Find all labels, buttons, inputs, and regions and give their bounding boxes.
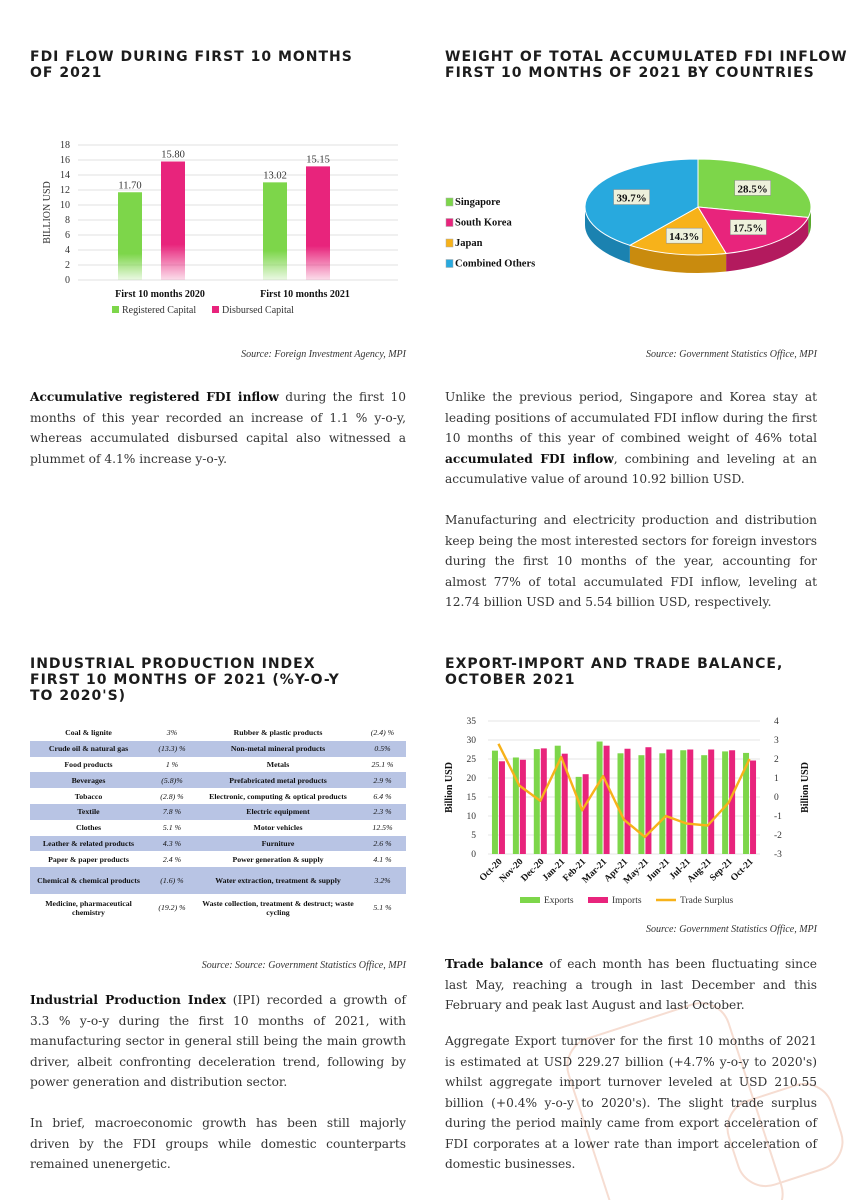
ipi-table-row	[30, 867, 406, 894]
bar-exports	[659, 753, 665, 854]
x-category-label: Sep-21	[708, 857, 735, 884]
ipi-sector-value: 5.1 %	[373, 903, 392, 913]
legend-label: Disbursed Capital	[222, 305, 294, 316]
ipi-table-row	[30, 772, 406, 788]
fdi-weight-pie-chart	[440, 145, 820, 295]
ipi-table-row	[30, 851, 406, 867]
y2-tick-label: -1	[774, 812, 782, 822]
ipi-sector-name: Water extraction, treatment & supply	[197, 867, 359, 894]
ipi-sector-name: Coal & lignite	[65, 728, 112, 738]
ipi-sector-name: Electric equipment	[197, 804, 359, 820]
ipi-title	[30, 656, 410, 704]
ipi-sector-name: Leather & related products	[30, 836, 147, 852]
trade-paragraph-1-bold: Trade balance	[445, 957, 544, 971]
fdi-weight-title	[445, 49, 848, 81]
y-tick-label: 12	[60, 185, 70, 196]
x-category-label: Apr-21	[602, 857, 631, 885]
ipi-source: Source: Source: Government Statistics Office, MPI	[201, 960, 406, 971]
bar-disbursed	[161, 162, 185, 281]
x-category-label: Aug-21	[685, 857, 714, 886]
ipi-sector-name: Food products	[64, 759, 113, 769]
ipi-sector-value: 2.6 %	[359, 836, 406, 852]
data-label: 15.80	[161, 149, 185, 161]
fdi-weight-paragraph-1	[445, 387, 817, 490]
bar-imports	[541, 748, 547, 854]
x-category-label: Oct-21	[729, 857, 756, 884]
legend-label: Exports	[544, 896, 574, 906]
y-axis-label: BILLION USD	[42, 181, 53, 244]
ipi-title-line2: FIRST 10 MONTHS OF 2021 (%Y-O-Y	[30, 672, 340, 688]
x-category-label: Dec-20	[519, 857, 547, 884]
x-category-label: Mar-21	[580, 857, 610, 886]
ipi-sector-name: Crude oil & natural gas	[30, 741, 147, 757]
ipi-sector-name: Electronic, computing & optical products	[209, 791, 347, 801]
trade-source: Source: Government Statistics Office, MPI	[646, 924, 817, 935]
ipi-paragraph-1	[30, 990, 406, 1093]
ipi-table	[30, 725, 406, 921]
ipi-table-row	[30, 741, 406, 757]
legend-label: Imports	[612, 896, 642, 906]
y-axis-label: Billion USD	[444, 762, 455, 813]
ipi-sector-name: Metals	[266, 759, 290, 769]
trade-title	[445, 656, 848, 688]
ipi-sector-value: 4.3 %	[147, 836, 197, 852]
fdi-weight-title-line2: FIRST 10 MONTHS OF 2021 BY COUNTRIES	[445, 65, 815, 81]
bar-exports	[576, 777, 582, 854]
ipi-sector-name: Textile	[30, 804, 147, 820]
ipi-table-row	[30, 820, 406, 836]
y2-tick-label: 0	[774, 793, 779, 803]
ipi-sector-name: Motor vehicles	[253, 823, 303, 833]
ipi-table-row	[30, 836, 406, 852]
trade-paragraph-2: Aggregate Export turnover for the first 10 months of 2021 is estimated at USD 229.27 billion (+4.7% y-o-y to 2020's) whilst aggregate import turnover leveled at USD 210.55 billion (+0.4% y-o-y to 2020's). The slight trade surplus during the period mainly came from export acceleration of FDI corporates at a lower rate than import acceleration of domestic businesses.	[445, 1034, 817, 1171]
y-tick-label: 15	[466, 793, 476, 803]
ipi-table-row	[30, 725, 406, 741]
y-tick-label: 18	[60, 140, 70, 151]
ipi-title-line3: TO 2020'S)	[30, 688, 127, 704]
bar-exports	[492, 751, 498, 854]
y-tick-label: 10	[466, 812, 476, 822]
data-label: 11.70	[118, 180, 142, 192]
bar-imports	[625, 749, 631, 854]
legend-label: South Korea	[455, 217, 512, 229]
bar-imports	[604, 746, 610, 854]
x-category-label: May-21	[621, 857, 652, 887]
y2-tick-label: -2	[774, 831, 782, 841]
x-category-label: Jul-21	[667, 857, 693, 883]
fdi-weight-paragraph-1-text-a: Unlike the previous period, Singapore and Korea stay at leading positions of accumulated FDI inflow during the first 10 months of this year of combined weight of 46% total	[445, 390, 817, 445]
legend-swatch	[212, 306, 219, 313]
ipi-sector-name: Medicine, pharmaceutical chemistry	[45, 898, 132, 917]
legend-swatch	[446, 219, 453, 227]
y-tick-label: 5	[471, 831, 476, 841]
fdi-weight-paragraph-2: Manufacturing and electricity production and distribution keep being the most interested sectors for foreign investors during the first 10 months of the year, accounting for almost 77% of total accumulated FDI inflow, leveling at 12.74 billion USD and 5.54 billion USD, respectively.	[445, 513, 817, 609]
legend-swatch	[446, 198, 453, 206]
legend-label: Combined Others	[455, 258, 536, 270]
bar-exports	[618, 753, 624, 854]
x-category-label: First 10 months 2021	[260, 289, 350, 300]
bar-exports	[701, 755, 707, 854]
bar-imports	[750, 761, 756, 854]
trade-paragraph-1-text: of each month has been fluctuating since last May, reaching a trough in last December and this February and peak last August and last October.	[445, 957, 817, 1012]
y-tick-label: 16	[60, 155, 70, 166]
bar-imports	[583, 774, 589, 854]
x-category-label: Jun-21	[645, 857, 672, 884]
ipi-sector-name: Chemical & chemical products	[30, 867, 147, 894]
pie-data-label: 28.5%	[737, 183, 768, 196]
bar-disbursed	[306, 166, 330, 280]
bar-imports	[687, 750, 693, 855]
ipi-paragraph-2: In brief, macroeconomic growth has been still majorly driven by the FDI groups while domestic counterparts remained unenergetic.	[30, 1116, 406, 1171]
ipi-sector-value: 25.1 %	[371, 759, 394, 769]
fdi-weight-paragraph-1-bold: accumulated FDI inflow	[445, 451, 614, 466]
y2-tick-label: 4	[774, 717, 779, 727]
fdi-weight-title-line1: WEIGHT OF TOTAL ACCUMULATED FDI INFLOW	[445, 49, 848, 65]
trade-title-line1: EXPORT-IMPORT AND TRADE BALANCE,	[445, 656, 784, 672]
y-tick-label: 35	[466, 717, 476, 727]
legend-label: Japan	[455, 238, 483, 249]
y2-axis-label: Billion USD	[800, 762, 811, 813]
ipi-sector-value: 4.1 %	[373, 854, 392, 864]
ipi-sector-value: 2.4 %	[162, 854, 182, 864]
pie-data-label: 17.5%	[733, 222, 764, 235]
bar-imports	[499, 761, 505, 854]
x-category-label: First 10 months 2020	[115, 289, 205, 300]
ipi-sector-value: 6.4 %	[373, 791, 392, 801]
trade-combo-chart	[440, 712, 830, 912]
bar-exports	[680, 750, 686, 854]
data-label: 15.15	[306, 154, 330, 166]
ipi-sector-name: Beverages	[30, 772, 147, 788]
fdi-flow-source: Source: Foreign Investment Agency, MPI	[241, 349, 406, 360]
ipi-paragraph-1-bold: Industrial Production Index	[30, 993, 227, 1007]
bar-exports	[597, 742, 603, 854]
bar-imports	[666, 750, 672, 855]
y-tick-label: 10	[60, 200, 70, 211]
bar-registered	[118, 192, 142, 280]
legend-label: Trade Surplus	[680, 896, 734, 906]
legend-label: Registered Capital	[122, 305, 197, 316]
y-tick-label: 20	[466, 774, 476, 784]
ipi-sector-value: (19.2) %	[158, 903, 186, 913]
ipi-sector-value: (2.4) %	[370, 728, 395, 738]
bar-imports	[520, 760, 526, 854]
legend-swatch	[112, 306, 119, 313]
ipi-table-row	[30, 757, 406, 773]
fdi-flow-paragraph-bold: Accumulative registered FDI inflow	[30, 390, 279, 404]
ipi-sector-value: 2.9 %	[359, 772, 406, 788]
x-category-label: Nov-20	[497, 857, 526, 885]
ipi-title-line1: INDUSTRIAL PRODUCTION INDEX	[30, 656, 316, 672]
fdi-flow-paragraph	[30, 387, 406, 469]
ipi-sector-value: 5.1 %	[162, 823, 182, 833]
y-tick-label: 8	[65, 215, 70, 226]
fdi-flow-paragraph-text: during the first 10 months of this year recorded an increase of 1.1 % y-o-y, whereas accumulated disbursed capital also witnessed a plummet of 4.1% increase y-o-y.	[30, 390, 406, 466]
ipi-sector-name: Furniture	[197, 836, 359, 852]
ipi-table-row	[30, 788, 406, 804]
x-category-label: Oct-20	[478, 857, 505, 884]
y2-tick-label: 3	[774, 736, 779, 746]
ipi-sector-name: Non-metal mineral products	[197, 741, 359, 757]
ipi-sector-value: 3%	[166, 728, 178, 738]
ipi-sector-value: 2.3 %	[359, 804, 406, 820]
fdi-weight-paragraph-1-text-b: , combining and leveling at an accumulative value of around 10.92 billion USD.	[445, 451, 817, 486]
pie-data-label: 39.7%	[616, 192, 647, 205]
ipi-table-row	[30, 804, 406, 820]
legend-swatch	[446, 239, 453, 247]
y-tick-label: 30	[466, 736, 476, 746]
ipi-sector-name: Tobacco	[74, 791, 103, 801]
fdi-flow-title-line1: FDI FLOW DURING FIRST 10 MONTHS	[30, 49, 353, 65]
ipi-sector-name: Clothes	[75, 823, 102, 833]
fdi-flow-bar-chart	[30, 135, 405, 330]
bar-imports	[645, 747, 651, 854]
ipi-sector-value: 12.5%	[372, 823, 393, 833]
y-tick-label: 2	[65, 260, 70, 271]
x-category-label: Feb-21	[561, 857, 589, 884]
ipi-sector-value: (1.6) %	[147, 867, 197, 894]
y2-tick-label: -3	[774, 850, 782, 860]
ipi-sector-value: (13.3) %	[147, 741, 197, 757]
bar-exports	[638, 755, 644, 854]
trade-title-line2: OCTOBER 2021	[445, 672, 576, 688]
pie-data-label: 14.3%	[669, 231, 700, 244]
ipi-paragraph-1-text: (IPI) recorded a growth of 3.3 % y-o-y during the first 10 months of 2021, with manufacturing sector in general still being the main growth driver, albeit confronting deceleration trend, following by power generation and distribution sector.	[30, 993, 406, 1089]
y-tick-label: 6	[65, 230, 70, 241]
ipi-sector-value: (5.8)%	[147, 772, 197, 788]
bar-registered	[263, 182, 287, 280]
y-tick-label: 0	[65, 275, 70, 286]
y-tick-label: 25	[466, 755, 476, 765]
ipi-sector-value: 7.8 %	[147, 804, 197, 820]
x-category-label: Jan-21	[540, 857, 568, 884]
fdi-weight-source: Source: Government Statistics Office, MPI	[646, 349, 817, 360]
ipi-sector-name: Prefabricated metal products	[197, 772, 359, 788]
trade-paragraph-1	[445, 954, 817, 1016]
legend-swatch	[446, 260, 453, 268]
ipi-sector-value: 3.2%	[359, 867, 406, 894]
ipi-sector-name: Power generation & supply	[232, 854, 324, 864]
legend-swatch	[588, 897, 608, 903]
ipi-sector-name: Paper & paper products	[48, 854, 129, 864]
y-tick-label: 0	[471, 850, 476, 860]
legend-label: Singapore	[455, 197, 501, 208]
y2-tick-label: 1	[774, 774, 779, 784]
ipi-sector-value: (2.8) %	[160, 791, 184, 801]
ipi-sector-name: Rubber & plastic products	[233, 728, 323, 738]
bar-exports	[534, 749, 540, 854]
fdi-flow-title-line2: OF 2021	[30, 65, 103, 81]
ipi-sector-value: 1 %	[165, 759, 179, 769]
data-label: 13.02	[263, 170, 287, 182]
legend-swatch	[520, 897, 540, 903]
fdi-flow-title	[30, 49, 410, 81]
ipi-sector-name: Waste collection, treatment & destruct; waste cycling	[202, 898, 354, 917]
y2-tick-label: 2	[774, 755, 779, 765]
ipi-sector-value: 0.5%	[359, 741, 406, 757]
ipi-table-row	[30, 894, 406, 921]
y-tick-label: 14	[60, 170, 70, 181]
bar-imports	[708, 750, 714, 855]
y-tick-label: 4	[65, 245, 70, 256]
